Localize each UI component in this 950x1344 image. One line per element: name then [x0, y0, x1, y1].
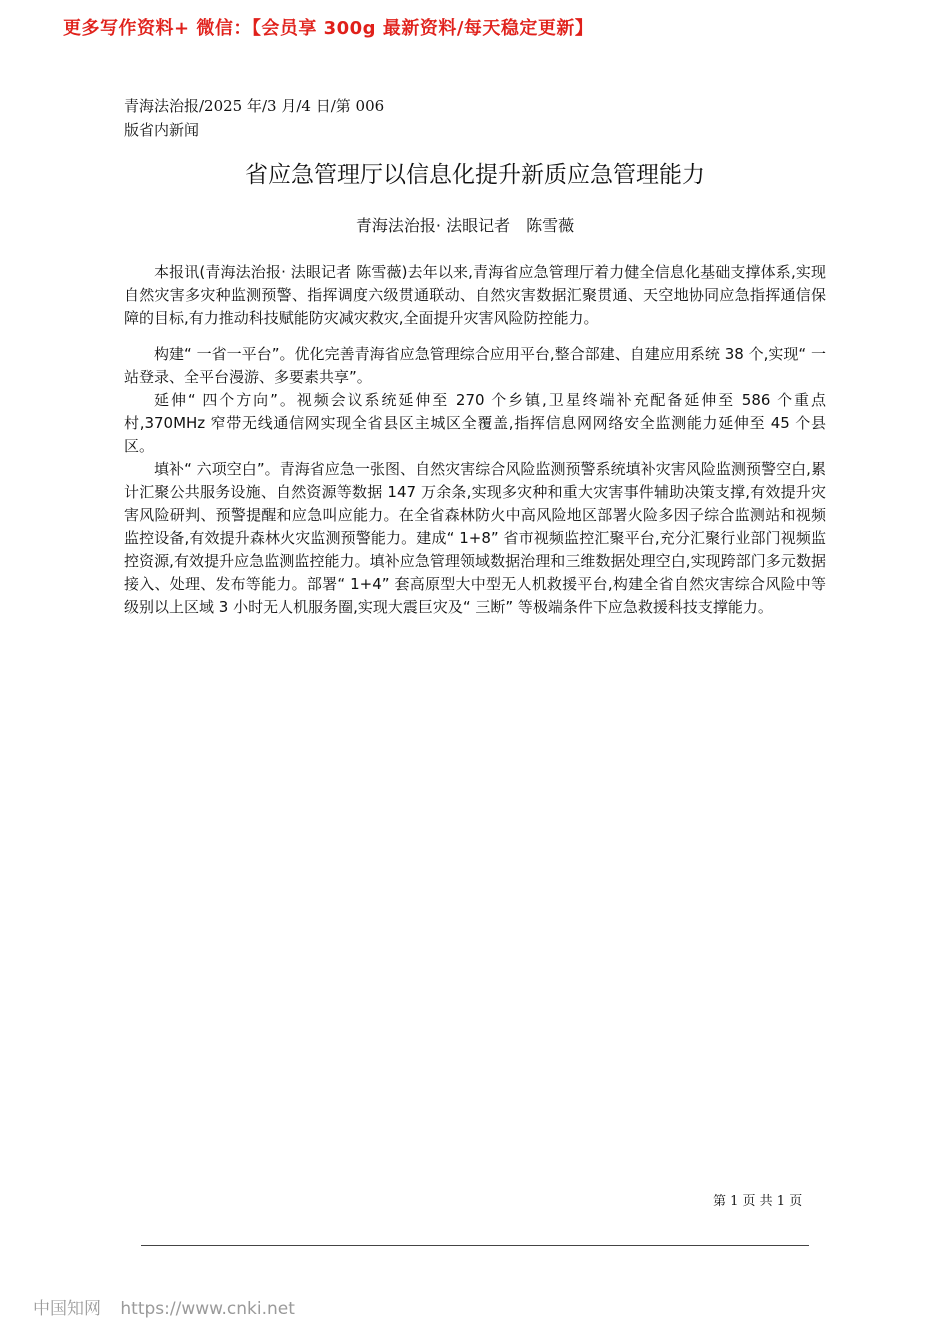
promo-banner: 更多写作资料+ 微信：【会员享 300g 最新资料/每天稳定更新】	[63, 18, 594, 39]
cnki-footer	[33, 1294, 295, 1319]
source-line: 青海法治报/2025 年/3 月/4 日/第 006	[124, 97, 385, 115]
article-title: 省应急管理厅以信息化提升新质应急管理能力	[245, 162, 705, 188]
cnki-url-link[interactable]: https://www.cnki.net	[120, 1299, 295, 1319]
article-byline: 青海法治报· 法眼记者 陈雪薇	[355, 216, 575, 235]
cnki-logo[interactable]: 中国知网	[33, 1299, 101, 1319]
footer-divider	[141, 1245, 809, 1246]
section-line: 版省内新闻	[124, 121, 200, 139]
paragraph-directions: 延伸“ 四个方向”。视频会议系统延伸至 270 个乡镇,卫星终端补充配备延伸至 586 个重点村,370MHz 窄带无线通信网实现全省县区主城区全覆盖,指挥信息网网络安全监测能力延伸至 45 个县区。	[124, 391, 826, 455]
paragraph-lead: 本报讯(青海法治报· 法眼记者 陈雪薇)去年以来,青海省应急管理厅着力健全信息化基础支撑体系,实现自然灾害多灾种监测预警、指挥调度六级贯通联动、自然灾害数据汇聚贯通、天空地协同应急指挥通信保障的目标,有力推动科技赋能防灾减灾救灾,全面提升灾害风险防控能力。	[124, 263, 826, 327]
page-number: 第 1 页 共 1 页	[713, 1194, 803, 1209]
article-body	[124, 261, 826, 619]
publication-meta	[124, 94, 384, 142]
paragraph-platform: 构建“ 一省一平台”。优化完善青海省应急管理综合应用平台,整合部建、自建应用系统 38 个,实现“ 一站登录、全平台漫游、多要素共享”。	[124, 345, 826, 386]
paragraph-blanks: 填补“ 六项空白”。青海省应急一张图、自然灾害综合风险监测预警系统填补灾害风险监测预警空白,累计汇聚公共服务设施、自然资源等数据 147 万余条,实现多灾种和重大灾害事件辅助决策支撑,有效提升灾害风险研判、预警提醒和应急叫应能力。在全省森林防火中高风险地区部署火险多因子综合监测站和视频监控设备,有效提升森林火灾监测预警能力。建成“ 1+8” 省市视频监控汇聚平台,充分汇聚行业部门视频监控资源,有效提升应急监测监控能力。填补应急管理领域数据治理和三维数据处理空白,实现跨部门多元数据接入、处理、发布等能力。部署“ 1+4” 套高原型大中型无人机救援平台,构建全省自然灾害综合风险中等级别以上区域 3 小时无人机服务圈,实现大震巨灾及“ 三断” 等极端条件下应急救援科技支撑能力。	[124, 460, 826, 616]
